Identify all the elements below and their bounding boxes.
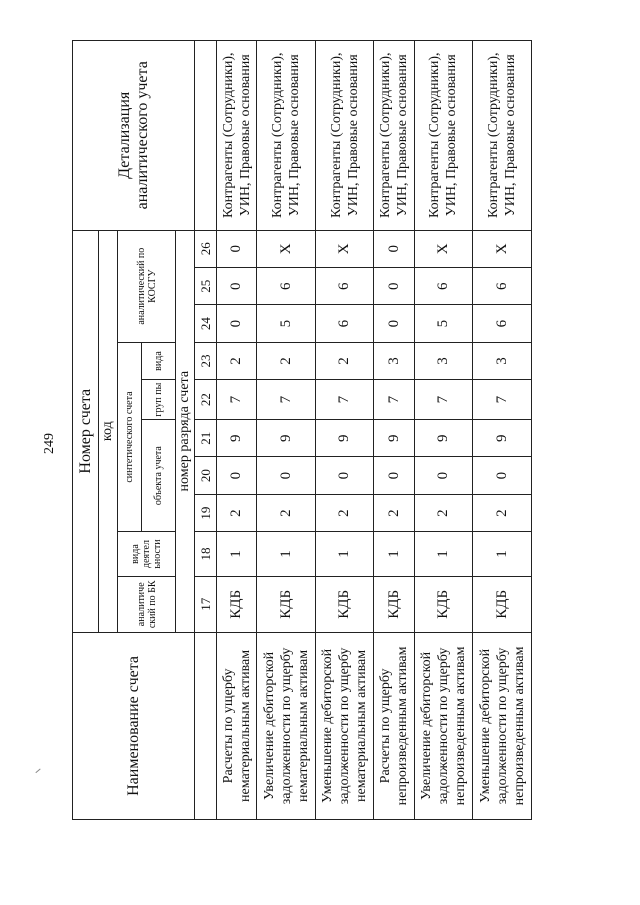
page-number: 249: [42, 433, 57, 454]
header-name: Наименование счета: [73, 632, 195, 819]
code-cell: 2: [473, 494, 532, 531]
header-detail: Детализация аналитического учета: [73, 41, 195, 231]
code-cell: 9: [315, 420, 374, 457]
code-cell: 2: [315, 494, 374, 531]
code-cell: Х: [473, 230, 532, 267]
header-account-number: Номер счета: [73, 230, 99, 632]
digit-17: 17: [195, 576, 217, 632]
header-group: груп пы: [142, 380, 176, 420]
code-cell: КДБ: [315, 576, 374, 632]
code-cell: 0: [414, 457, 473, 494]
scan-speck: [35, 769, 42, 776]
detail-cell: Контрагенты (Сотрудники), УИН, Правовые основания: [315, 41, 374, 231]
code-cell: Х: [315, 230, 374, 267]
code-cell: 2: [414, 494, 473, 531]
detail-cell: Контрагенты (Сотрудники), УИН, Правовые основания: [414, 41, 473, 231]
code-cell: 0: [257, 457, 316, 494]
code-cell: КДБ: [217, 576, 257, 632]
header-code: код: [99, 230, 118, 632]
code-cell: 2: [257, 494, 316, 531]
code-cell: 6: [414, 267, 473, 304]
code-cell: 1: [414, 532, 473, 576]
code-cell: Х: [257, 230, 316, 267]
code-cell: 2: [217, 342, 257, 379]
code-cell: 7: [374, 380, 414, 420]
table-row: [315, 41, 374, 820]
account-name-cell: Уменьшение дебиторской задолженности по ущербу непроизведенным активам: [473, 632, 532, 819]
code-cell: 3: [414, 342, 473, 379]
code-cell: КДБ: [374, 576, 414, 632]
code-cell: 0: [315, 457, 374, 494]
code-cell: 9: [217, 420, 257, 457]
code-cell: 0: [217, 230, 257, 267]
header-object: объекта учета: [142, 420, 176, 532]
code-cell: 6: [315, 305, 374, 342]
code-cell: КДБ: [414, 576, 473, 632]
code-cell: 1: [217, 532, 257, 576]
header-activity-type: вида деятел ьности: [118, 532, 176, 576]
table-row: [473, 41, 532, 820]
code-cell: 1: [315, 532, 374, 576]
digit-26: 26: [195, 230, 217, 267]
account-name-cell: Увеличение дебиторской задолженности по ущербу нематериальным активам: [257, 632, 316, 819]
header-analytic-bk: аналитиче ский по БК: [118, 576, 176, 632]
code-cell: 2: [257, 342, 316, 379]
code-cell: 7: [414, 380, 473, 420]
table-row: [374, 41, 414, 820]
account-name-cell: Уменьшение дебиторской задолженности по ущербу нематериальным активам: [315, 632, 374, 819]
code-cell: 0: [217, 267, 257, 304]
code-cell: 7: [473, 380, 532, 420]
code-cell: КДБ: [257, 576, 316, 632]
account-name-cell: Расчеты по ущербу нематериальным активам: [217, 632, 257, 819]
code-cell: КДБ: [473, 576, 532, 632]
code-cell: 9: [374, 420, 414, 457]
header-synthetic: синтетического счета: [118, 342, 142, 531]
detail-cell: Контрагенты (Сотрудники), УИН, Правовые основания: [217, 41, 257, 231]
digit-20: 20: [195, 457, 217, 494]
code-cell: 2: [315, 342, 374, 379]
code-cell: 5: [257, 305, 316, 342]
code-cell: 0: [374, 457, 414, 494]
digit-23: 23: [195, 342, 217, 379]
code-cell: 6: [257, 267, 316, 304]
digit-19: 19: [195, 494, 217, 531]
code-cell: 6: [315, 267, 374, 304]
code-cell: 0: [374, 305, 414, 342]
code-cell: 7: [315, 380, 374, 420]
code-cell: 6: [473, 305, 532, 342]
code-cell: 0: [374, 230, 414, 267]
code-cell: 0: [217, 305, 257, 342]
code-cell: Х: [414, 230, 473, 267]
digit-18: 18: [195, 532, 217, 576]
table-row: [414, 41, 473, 820]
code-cell: 0: [473, 457, 532, 494]
code-cell: 3: [374, 342, 414, 379]
rotated-table-container: [72, 40, 532, 820]
code-cell: 7: [217, 380, 257, 420]
code-cell: 7: [257, 380, 316, 420]
code-cell: 9: [414, 420, 473, 457]
digit-24: 24: [195, 305, 217, 342]
digit-25: 25: [195, 267, 217, 304]
code-cell: 3: [473, 342, 532, 379]
code-cell: 2: [217, 494, 257, 531]
accounts-table: [72, 40, 532, 820]
header-blank-2: [195, 41, 217, 231]
code-cell: 9: [473, 420, 532, 457]
code-cell: 1: [257, 532, 316, 576]
code-cell: 0: [374, 267, 414, 304]
account-name-cell: Расчеты по ущербу непроизведенным активам: [374, 632, 414, 819]
table-row: [257, 41, 316, 820]
account-name-cell: Увеличение дебиторской задолженности по ущербу непроизведенным активам: [414, 632, 473, 819]
code-cell: 9: [257, 420, 316, 457]
code-cell: 1: [374, 532, 414, 576]
detail-cell: Контрагенты (Сотрудники), УИН, Правовые основания: [257, 41, 316, 231]
code-cell: 6: [473, 267, 532, 304]
header-blank: [195, 632, 217, 819]
detail-cell: Контрагенты (Сотрудники), УИН, Правовые основания: [374, 41, 414, 231]
header-analytic-kosgu: аналитический по КОСГУ: [118, 230, 176, 342]
code-cell: 2: [374, 494, 414, 531]
header-digit-number: номер разряда счета: [176, 230, 195, 632]
digit-21: 21: [195, 420, 217, 457]
code-cell: 5: [414, 305, 473, 342]
code-cell: 0: [217, 457, 257, 494]
header-kind: вида: [142, 342, 176, 379]
table-row: [217, 41, 257, 820]
digit-22: 22: [195, 380, 217, 420]
code-cell: 1: [473, 532, 532, 576]
detail-cell: Контрагенты (Сотрудники), УИН, Правовые основания: [473, 41, 532, 231]
